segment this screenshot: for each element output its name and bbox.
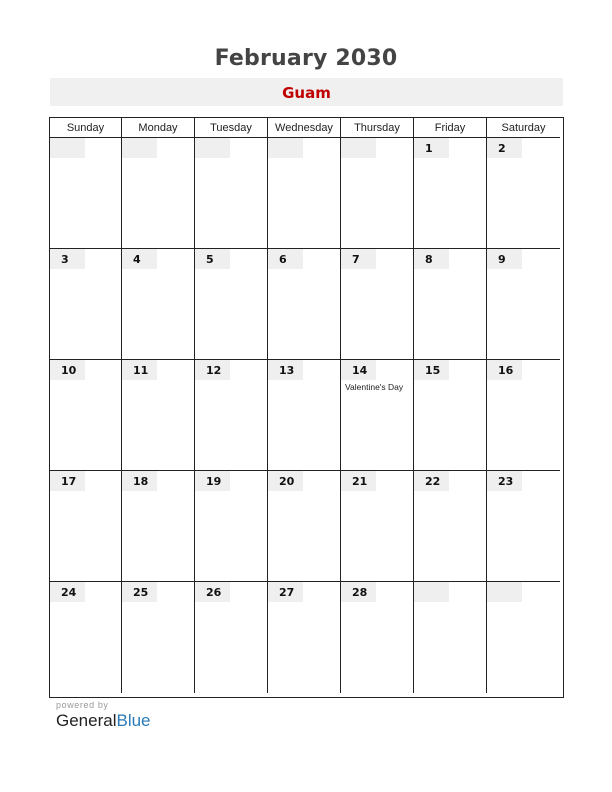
day-number: 22 — [414, 471, 449, 491]
day-cell[interactable] — [122, 360, 195, 471]
day-number: 8 — [414, 249, 449, 269]
day-cell[interactable] — [50, 582, 122, 693]
day-cell[interactable] — [122, 138, 195, 249]
region-name: Guam — [282, 84, 331, 102]
day-number: 21 — [341, 471, 376, 491]
day-cell[interactable] — [50, 360, 122, 471]
day-cell[interactable] — [414, 582, 487, 693]
day-number: 10 — [50, 360, 85, 380]
day-cell[interactable] — [341, 249, 414, 360]
day-cell[interactable] — [487, 138, 560, 249]
day-cell[interactable] — [268, 138, 341, 249]
day-number: 17 — [50, 471, 85, 491]
day-number: 26 — [195, 582, 230, 602]
page-title: February 2030 — [214, 46, 398, 71]
day-number: 9 — [487, 249, 522, 269]
day-cell[interactable] — [50, 249, 122, 360]
day-number: 27 — [268, 582, 303, 602]
day-cell[interactable] — [414, 138, 487, 249]
day-number — [50, 138, 85, 158]
holiday-label: Valentine's Day — [345, 382, 404, 392]
day-cell[interactable] — [195, 138, 268, 249]
weekday-header: Friday — [414, 118, 487, 138]
day-cell[interactable] — [50, 471, 122, 582]
day-cell[interactable] — [341, 582, 414, 693]
weekday-header: Sunday — [50, 118, 122, 138]
day-cell[interactable] — [414, 249, 487, 360]
day-cell[interactable] — [268, 249, 341, 360]
day-number: 13 — [268, 360, 303, 380]
day-number: 28 — [341, 582, 376, 602]
weekday-header: Tuesday — [195, 118, 268, 138]
day-number: 23 — [487, 471, 522, 491]
day-number: 18 — [122, 471, 157, 491]
generalblue-logo[interactable] — [56, 711, 151, 731]
day-number: 12 — [195, 360, 230, 380]
day-number: 2 — [487, 138, 522, 158]
day-cell[interactable] — [195, 360, 268, 471]
day-number: 4 — [122, 249, 157, 269]
day-number: 1 — [414, 138, 449, 158]
day-cell[interactable] — [50, 138, 122, 249]
day-cell[interactable] — [122, 471, 195, 582]
day-cell[interactable] — [487, 582, 560, 693]
calendar-grid — [49, 117, 564, 698]
day-number: 14 — [341, 360, 376, 380]
day-number — [414, 582, 449, 602]
day-cell[interactable] — [341, 138, 414, 249]
day-number: 20 — [268, 471, 303, 491]
day-number: 5 — [195, 249, 230, 269]
day-number: 6 — [268, 249, 303, 269]
day-cell[interactable] — [268, 471, 341, 582]
day-number — [122, 138, 157, 158]
day-number: 16 — [487, 360, 522, 380]
logo-blue: Blue — [116, 711, 151, 730]
day-number: 15 — [414, 360, 449, 380]
footer-branding — [56, 700, 151, 731]
day-cell[interactable] — [487, 471, 560, 582]
day-cell[interactable] — [195, 249, 268, 360]
day-cell[interactable] — [487, 360, 560, 471]
day-cell[interactable] — [268, 582, 341, 693]
day-cell[interactable] — [122, 582, 195, 693]
day-number: 11 — [122, 360, 157, 380]
logo-general: General — [56, 711, 117, 730]
weekday-header: Saturday — [487, 118, 560, 138]
day-cell[interactable] — [195, 582, 268, 693]
day-cell[interactable] — [487, 249, 560, 360]
weekday-header: Wednesday — [268, 118, 341, 138]
day-number: 19 — [195, 471, 230, 491]
day-cell[interactable] — [414, 471, 487, 582]
powered-by-text: powered by — [56, 700, 109, 710]
day-cell[interactable] — [414, 360, 487, 471]
day-number — [487, 582, 522, 602]
day-number — [341, 138, 376, 158]
day-cell[interactable] — [268, 360, 341, 471]
region-banner — [50, 78, 563, 106]
weekday-header: Thursday — [341, 118, 414, 138]
weekday-header: Monday — [122, 118, 195, 138]
day-number — [195, 138, 230, 158]
day-number: 25 — [122, 582, 157, 602]
day-number: 7 — [341, 249, 376, 269]
day-cell[interactable] — [341, 360, 414, 471]
day-number — [268, 138, 303, 158]
day-cell[interactable] — [341, 471, 414, 582]
day-cell[interactable] — [122, 249, 195, 360]
day-cell[interactable] — [195, 471, 268, 582]
day-number: 24 — [50, 582, 85, 602]
day-number: 3 — [50, 249, 85, 269]
